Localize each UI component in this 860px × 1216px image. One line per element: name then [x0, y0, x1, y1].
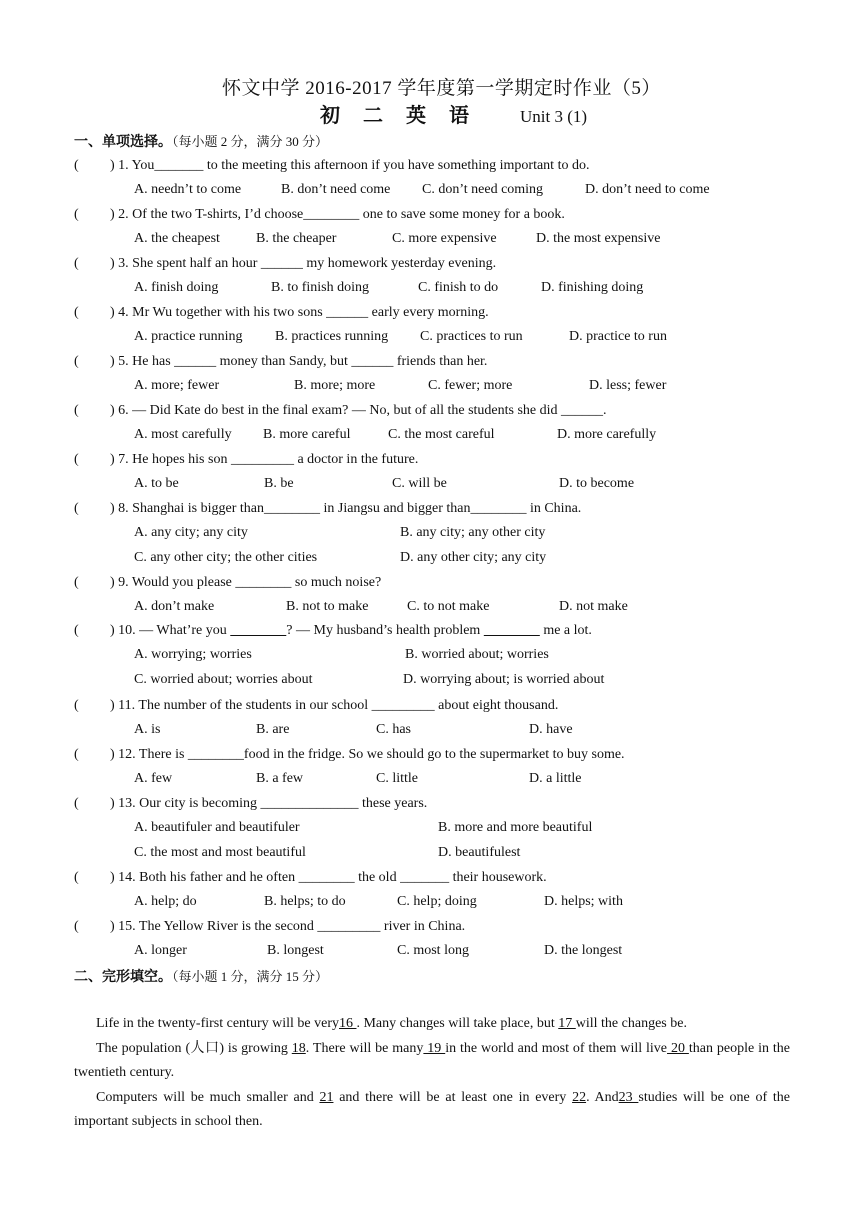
- option-c[interactable]: C. little: [376, 771, 418, 786]
- stem-text: He hopes his son _________ a doctor in the future.: [132, 452, 419, 467]
- section-1-heading: 一、单项选择。（每小题 2 分，满分 30 分）: [74, 134, 329, 150]
- option-d[interactable]: D. less; fewer: [589, 378, 667, 393]
- unit-label: Unit 3 (1): [520, 107, 588, 126]
- option-b[interactable]: B. longest: [267, 943, 324, 958]
- question-number: ) 4.: [110, 305, 133, 320]
- stem-text: Mr Wu together with his two sons ______ early every morning.: [132, 305, 489, 320]
- option-b[interactable]: B. helps; to do: [264, 894, 346, 909]
- stem-text: You_______ to the meeting this afternoon if you have something important to do.: [131, 158, 590, 173]
- option-c[interactable]: C. fewer; more: [428, 378, 513, 393]
- question-stem: [110, 205, 565, 225]
- question-11: [74, 696, 559, 716]
- answer-bracket[interactable]: (: [74, 256, 79, 271]
- option-a[interactable]: A. is: [134, 722, 161, 737]
- question-7: [74, 450, 419, 470]
- question-6: [74, 401, 607, 421]
- stem-text: Our city is becoming ______________ these years.: [139, 796, 428, 811]
- option-a[interactable]: A. help; do: [134, 894, 197, 909]
- option-d[interactable]: D. finishing doing: [541, 280, 644, 295]
- question-stem: [110, 499, 581, 519]
- question-12: [74, 745, 625, 765]
- question-stem: [110, 696, 558, 716]
- question-number: ) 6.: [110, 403, 133, 418]
- question-stem: [110, 621, 592, 641]
- option-c[interactable]: C. the most and most beautiful: [134, 844, 306, 860]
- question-stem: [110, 573, 381, 593]
- option-b[interactable]: B. a few: [256, 771, 304, 786]
- question-stem: [110, 745, 625, 765]
- option-c[interactable]: C. worried about; worries about: [134, 671, 313, 687]
- answer-blank[interactable]: [484, 623, 540, 638]
- answer-bracket[interactable]: (: [74, 623, 79, 638]
- question-stem: [110, 156, 589, 176]
- question-stem: [110, 917, 465, 937]
- answer-bracket[interactable]: (: [74, 698, 79, 713]
- option-a[interactable]: A. needn’t to come: [134, 182, 242, 197]
- cloze-paragraph-3: Computers will be much smaller and 21 and there will be at least one in every 22. And23 studies will be one of the important subjects in school then.: [74, 1089, 791, 1129]
- question-stem: [110, 401, 607, 421]
- question-stem: [110, 352, 487, 372]
- option-a[interactable]: A. don’t make: [134, 599, 215, 614]
- question-number: ) 8.: [110, 501, 133, 516]
- option-d[interactable]: D. beautifulest: [438, 844, 521, 860]
- question-number: ) 2.: [110, 207, 133, 222]
- answer-bracket[interactable]: (: [74, 354, 79, 369]
- blank-16[interactable]: 16: [338, 1016, 357, 1031]
- question-number: ) 14.: [110, 870, 140, 885]
- option-b[interactable]: B. more careful: [263, 427, 351, 442]
- option-c[interactable]: C. has: [376, 722, 411, 737]
- question-number: ) 5.: [110, 354, 133, 369]
- answer-bracket[interactable]: (: [74, 796, 79, 811]
- blank-17[interactable]: 17: [558, 1016, 576, 1031]
- option-b[interactable]: B. more and more beautiful: [438, 820, 593, 835]
- question-10: [74, 621, 592, 641]
- answer-bracket[interactable]: (: [74, 870, 79, 885]
- question-13: [74, 794, 428, 814]
- stem-text: He has ______ money than Sandy, but ______ friends than her.: [132, 354, 488, 369]
- blank-20[interactable]: 20: [667, 1040, 689, 1056]
- option-a[interactable]: A. finish doing: [134, 280, 219, 295]
- option-d[interactable]: D. practice to run: [569, 329, 667, 344]
- answer-bracket[interactable]: (: [74, 207, 79, 222]
- option-c[interactable]: C. don’t need coming: [422, 182, 544, 197]
- stem-text: The Yellow River is the second _________ river in China.: [138, 919, 466, 934]
- question-number: ) 9.: [110, 575, 132, 590]
- option-d[interactable]: D. not make: [559, 599, 628, 614]
- question-4: [74, 303, 489, 323]
- option-a[interactable]: A. practice running: [134, 329, 243, 344]
- answer-bracket[interactable]: (: [74, 919, 79, 934]
- question-stem: [110, 868, 547, 888]
- option-d[interactable]: D. more carefully: [557, 427, 657, 442]
- option-c[interactable]: C. to not make: [407, 599, 490, 614]
- stem-text: Both his father and he often ________ the old _______ their housework.: [139, 870, 547, 885]
- question-1: [74, 156, 590, 176]
- question-number: ) 13.: [110, 796, 140, 811]
- cloze-paragraph-1: Life in the twenty-first century will be very16 . Many changes will take place, but 17 will the changes be.: [96, 1016, 687, 1031]
- option-c[interactable]: C. finish to do: [418, 280, 499, 295]
- option-c[interactable]: C. the most careful: [388, 427, 495, 442]
- option-a[interactable]: A. most carefully: [134, 427, 232, 442]
- option-c[interactable]: C. most long: [397, 943, 469, 958]
- worksheet-title: 怀文中学 2016-2017 学年度第一学期定时作业（5）: [222, 78, 661, 99]
- cloze-passage: [74, 1012, 790, 1135]
- blank-23[interactable]: 23: [618, 1089, 639, 1105]
- option-d[interactable]: D. the longest: [544, 943, 623, 958]
- stem-text: The number of the students in our school _________ about eight thousand.: [138, 698, 559, 713]
- cloze-paragraph-2: The population (人口) is growing 18. There will be many 19 in the world and most of them will live 20 than people in the twentieth century.: [74, 1040, 791, 1080]
- subject-line: [320, 99, 587, 128]
- stem-text: me a lot.: [539, 623, 592, 638]
- stem-text: ? — My husband’s health problem: [286, 623, 484, 638]
- section-2-heading: 二、完形填空。（每小题 1 分，满分 15 分）: [74, 969, 329, 985]
- option-d[interactable]: D. worrying about; is worried about: [403, 671, 605, 687]
- blank-18[interactable]: 18: [291, 1040, 306, 1056]
- option-c[interactable]: C. practices to run: [420, 329, 523, 344]
- option-b[interactable]: B. more; more: [294, 378, 376, 393]
- option-c[interactable]: C. any other city; the other cities: [134, 549, 318, 565]
- option-b[interactable]: B. the cheaper: [256, 231, 337, 246]
- answer-blank[interactable]: [230, 623, 286, 638]
- question-number: ) 15.: [110, 919, 139, 934]
- stem-text: — What’re you: [139, 623, 231, 638]
- question-8: [74, 499, 582, 519]
- option-b[interactable]: B. worried about; worries: [405, 647, 549, 662]
- answer-bracket[interactable]: (: [74, 305, 79, 320]
- option-a[interactable]: A. more; fewer: [134, 378, 220, 393]
- blank-22[interactable]: 22: [572, 1089, 587, 1105]
- option-d[interactable]: D. don’t need to come: [585, 182, 710, 197]
- blank-19[interactable]: 19: [423, 1040, 446, 1056]
- stem-text: She spent half an hour ______ my homework yesterday evening.: [132, 256, 497, 271]
- question-number: ) 3.: [110, 256, 133, 271]
- option-c[interactable]: C. more expensive: [392, 231, 497, 246]
- option-a[interactable]: A. to be: [134, 476, 179, 491]
- option-c[interactable]: C. will be: [392, 476, 447, 491]
- question-3: [74, 254, 497, 274]
- question-stem: [110, 450, 418, 470]
- question-15: [74, 917, 466, 937]
- option-b[interactable]: B. practices running: [275, 329, 389, 344]
- question-number: ) 7.: [110, 452, 133, 467]
- option-b[interactable]: B. to finish doing: [271, 280, 370, 295]
- option-b[interactable]: B. are: [256, 722, 290, 737]
- option-b[interactable]: B. don’t need come: [281, 182, 391, 197]
- stem-text: Of the two T-shirts, I’d choose________ one to save some money for a book.: [132, 207, 565, 222]
- option-d[interactable]: D. the most expensive: [536, 231, 661, 246]
- option-d[interactable]: D. to become: [559, 476, 635, 491]
- question-5: [74, 352, 488, 372]
- subject-name: 初 二 英 语: [320, 105, 478, 127]
- option-d[interactable]: D. any other city; any city: [400, 549, 547, 565]
- stem-text: Would you please ________ so much noise?: [131, 575, 382, 590]
- answer-bracket[interactable]: (: [74, 501, 79, 516]
- stem-text: — Did Kate do best in the final exam? — No, but of all the students she did ______.: [132, 403, 607, 418]
- answer-bracket[interactable]: (: [74, 747, 79, 762]
- question-number: ) 1.: [110, 158, 132, 173]
- option-d[interactable]: D. helps; with: [544, 894, 623, 909]
- question-number: ) 11.: [110, 698, 139, 713]
- option-d[interactable]: D. have: [529, 722, 573, 737]
- option-a[interactable]: A. longer: [134, 943, 187, 958]
- option-a[interactable]: A. any city; any city: [134, 525, 248, 540]
- question-2: [74, 205, 565, 225]
- answer-bracket[interactable]: (: [74, 158, 79, 173]
- option-d[interactable]: D. a little: [529, 771, 582, 786]
- stem-text: There is ________food in the fridge. So we should go to the supermarket to buy some.: [138, 747, 625, 762]
- question-number: ) 10.: [110, 623, 140, 638]
- question-9: [74, 573, 382, 593]
- answer-bracket[interactable]: (: [74, 452, 79, 467]
- question-stem: [110, 794, 427, 814]
- option-b[interactable]: B. any city; any other city: [400, 525, 546, 540]
- stem-text: Shanghai is bigger than________ in Jiangsu and bigger than________ in China.: [132, 501, 582, 516]
- question-stem: [110, 254, 496, 274]
- question-stem: [110, 303, 489, 323]
- option-b[interactable]: B. not to make: [286, 599, 369, 614]
- option-c[interactable]: C. help; doing: [397, 894, 477, 909]
- option-a[interactable]: A. few: [134, 771, 173, 786]
- question-number: ) 12.: [110, 747, 139, 762]
- answer-bracket[interactable]: (: [74, 575, 79, 590]
- answer-bracket[interactable]: (: [74, 403, 79, 418]
- option-a[interactable]: A. beautifuler and beautifuler: [134, 820, 300, 835]
- option-a[interactable]: A. worrying; worries: [134, 647, 252, 662]
- blank-21[interactable]: 21: [319, 1089, 334, 1105]
- question-14: [74, 868, 547, 888]
- option-b[interactable]: B. be: [264, 476, 294, 491]
- option-a[interactable]: A. the cheapest: [134, 231, 220, 246]
